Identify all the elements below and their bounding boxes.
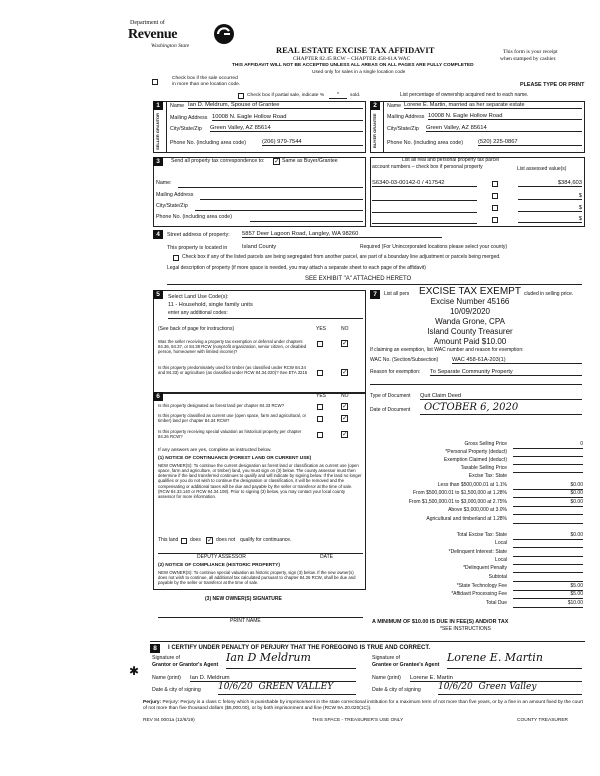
county-required-note: Required (For Unincorporated locations please select your county) [360,244,508,250]
q2-text: Is this property predominately used for timber (as classified under RCW 84.34 and 84.33) or agriculture (as classified under RCW 84.34.020)? See ETA 3215 [158,365,308,375]
grantor-print-name[interactable]: Ian D. Meldrum [190,675,356,682]
q5-no-checkbox[interactable]: ✓ [342,431,348,438]
notice-compliance-title: (2) NOTICE OF COMPLIANCE (HISTORIC PROPERTY) [158,563,280,568]
grantee-sig-label-2: Grantee or Grantee's Agent [372,662,440,668]
section-3-number: 3 [153,157,163,166]
grantor-date-city-label: Date & city of signing [152,687,201,693]
see-instructions-note: *SEE INSTRUCTIONS [440,626,491,632]
calc-row: *Affidavit Processing Fee $5.00 [451,591,583,597]
buyer-phone-label: Phone No. (including area code) [387,140,463,146]
corr-name-label: Name: [156,180,172,186]
grantee-print-label: Name (print) [372,675,401,681]
qualify-label: qualify for continuance. [240,537,292,543]
q3-yes-checkbox[interactable] [317,404,323,410]
buyer-name-label: Name [387,103,402,109]
reason-label: Reason for exemption: [370,369,421,375]
personal-property-checkbox-1[interactable] [492,181,498,187]
this-land-label: This land [158,537,179,543]
see-back-note: (See back of page for instructions) [158,326,235,332]
doc-date-field[interactable]: OCTOBER 6, 2020 [420,402,582,415]
perjury-notice: Perjury: Perjury: Perjury is a class C felony which is punishable by imprisonment in the state correctional institution for a maximum term of not more than five years, or by a fine in an amount fixed by the court of not more than five thousand dollars ($5,000.00), or by both imprisonment and fine (RCW 9A.20.020(1C)). [143,700,583,711]
excise-exempt-stamp: EXCISE TAX EXEMPT Excise Number 45166 10/09/2020 Wanda Grone, CPA Island County Treasurer Amount Paid $10.00 [419,286,521,346]
county-treasurer-label: COUNTY TREASURER [517,718,568,723]
calc-row: Local [355,541,583,548]
calc-row: Gross Selling Price 0 [464,441,583,447]
seller-city-field[interactable]: Green Valley, AZ 85614 [210,125,363,132]
q5-yes-checkbox[interactable] [317,432,323,438]
ownership-note: List percentage of ownership acquired next to each name. [400,92,529,98]
section-7-number: 7 [370,290,380,299]
grantor-date-city[interactable]: 10/6/20 GREEN VALLEY [218,682,356,695]
correspondence-label: Send all property tax correspondence to: [171,158,265,164]
does-label: does [190,537,201,543]
section-2-number: 2 [370,101,380,110]
notice-compliance-body: NEW OWNER(S): To continue special valuation as historic property, sign (3) below. If the new owner(s) does not wish to continue, all additional tax calculated pursuant to chapter 84.26 RCW, shall be due and payable by the seller or transferor at the time of sale. [158,570,356,586]
q1-text: Was the seller receiving a property tax exemption or deferral under chapters 84.36, 84.37, or 84.38 RCW (nonprofit organization, senior citizen, or disabled person, homeowner with limited income)? [158,339,307,354]
buyer-side-label: BUYER GRANTEE [372,113,377,149]
yes-header-2: YES [316,393,327,399]
yes-instructions: If any answers are yes, complete as instructed below. [158,448,272,453]
treasurer-space: THIS SPACE - TREASURER'S USE ONLY [312,718,404,723]
parcels-header: List all real and personal property tax parcel [402,157,499,163]
exemption-note: If claiming an exemption, list WAC number and reason for exemption: [370,347,524,353]
location-note: Used only for sales in a single location code [312,70,406,75]
section-5-number: 5 [153,290,163,299]
partial-sale-label: Check box if partial sale, indicate % [247,93,325,98]
seller-phone-label: Phone No. (including area code) [170,140,246,146]
dept-name: Revenue [128,27,178,42]
assessed-value-1[interactable]: $384,603 [518,180,582,187]
signature-marker-icon: ✱ [129,664,140,678]
assessed-value-4[interactable]: $ [518,216,582,223]
q3-no-checkbox[interactable]: ✓ [342,403,348,410]
personal-property-checkbox-4[interactable] [492,217,498,223]
wac-field[interactable]: WAC 458-61A-203(1) [452,357,582,364]
grantor-sig-label: Signature of [152,655,180,661]
print-name-label: PRINT NAME [230,618,261,624]
q1-no-checkbox[interactable]: ✓ [342,340,348,347]
legal-desc-label: Legal description of property (if more space is needed, you may attach a separate sheet to each page of the affidavit) [167,265,426,271]
county-field[interactable]: Island County [242,244,277,250]
notice-continuance-title: (1) NOTICE OF CONTINUANCE (FOREST LAND OR CURRENT USE) [158,456,312,461]
section-1-number: 1 [153,101,163,110]
q2-no-checkbox[interactable]: ✓ [342,369,348,376]
land-use-field[interactable]: 11 - Household, single family units [168,302,253,308]
q1-yes-checkbox[interactable] [317,341,323,347]
dept-line: Department of [130,20,165,26]
section-4-number: 4 [153,230,163,239]
street-address-label: Street address of property: [167,232,230,238]
form-title: REAL ESTATE EXCISE TAX AFFIDAVIT [276,45,435,55]
corr-city-label: City/State/Zip [156,203,188,209]
calc-row: Total Due $10.00 [485,600,583,606]
county-label: This property is located in [167,245,228,251]
no-header: NO [341,326,349,332]
grantee-sig-label: Signature of [372,655,400,661]
multi-location-label-2: in more than one location code. [172,82,241,87]
calc-row: Subtotal [355,575,583,582]
minimum-fee-note: A MINIMUM OF $10.00 IS DUE IN FEE(S) AND/OR TAX [372,619,509,625]
seller-mailing-label: Mailing Address [170,115,208,121]
seller-name-label: Name [170,103,185,109]
partial-sale-suffix: sold. [350,93,361,98]
calc-row: Exemption Claimed (deduct) [355,458,583,465]
calc-row: From $1,500,000.01 to $3,000,000 at 2.75% $0.00 [408,499,583,505]
form-warning: THIS AFFIDAVIT WILL NOT BE ACCEPTED UNLESS ALL AREAS ON ALL PAGES ARE FULLY COMPLETED [232,63,474,68]
form-chapter: CHAPTER 82.45 RCW – CHAPTER 458-61A WAC [293,56,411,62]
same-as-buyer-checkbox[interactable]: ✓ [274,158,280,165]
section-8-number: 8 [150,644,160,653]
doc-date-label: Date of Document [370,407,411,413]
no-header-2: NO [341,393,349,399]
corr-mailing-label: Mailing Address [156,192,194,198]
deputy-assessor-label: DEPUTY ASSESSOR [197,554,246,560]
q4-yes-checkbox[interactable] [317,416,323,422]
grantee-signature[interactable]: Lorene E. Martin [447,652,582,669]
multi-location-label: Check box if the sale occurred [172,76,238,81]
seller-name-field[interactable]: Ian D. Meldrum, Spouse of Grantee [188,102,363,109]
seller-phone-field[interactable]: (206) 979-7544 [262,139,363,146]
buyer-city-label: City/State/Zip [387,126,419,132]
calc-row: Total Excise Tax: State $0.00 [456,532,583,538]
calc-row: Above $3,000,000 at 3.0% [355,508,583,515]
receipt-note-2: when stamped by cashier. [500,56,557,62]
certify-statement: I CERTIFY UNDER PENALTY OF PERJURY THAT THE FOREGOING IS TRUE AND CORRECT. [168,645,431,651]
new-owner-signature-label: (3) NEW OWNER(S) SIGNATURE [205,596,282,602]
seller-side-label: SELLER GRANTOR [155,112,160,150]
assessed-value-3[interactable]: $ [518,205,582,212]
additional-codes-label: enter any additional codes: [168,310,228,316]
legal-desc-field[interactable]: SEE EXHIBIT "A" ATTACHED HERETO [305,276,412,282]
parcels-header-2: account numbers – check box if personal property [372,164,483,170]
does-checkbox[interactable] [181,538,187,544]
seller-city-label: City/State/Zip [170,126,202,132]
q3-text: Is this property designated as forest land per chapter 84.33 RCW? [158,403,285,408]
form-number: REV 84 0001a (12/6/19) [143,718,195,723]
personal-property-list-label: List all pers [384,291,410,297]
buyer-mailing-label: Mailing Address [387,114,425,120]
grantee-date-city[interactable]: 10/6/20 Green Valley [438,682,582,695]
grantor-sig-label-2: Grantor or Grantor's Agent [152,662,219,668]
notice-continuance-body: NEW OWNER(S): To continue the current designation as forest land or classification as current use (open space, farm and agriculture, or timber) land, you must sign on (3) below. The county assessor must then determine if the land transferred continues to qualify and will indicate by signing below. If the land no longer qualifies or you do not wish to continue the designation or classification, it will be removed and the compensating or additional taxes will be due and payable by the seller or transferor at the time of sale. (RCW 84.33.140 or RCW 84.34.108). Prior to signing (3) below, you may contact your local county assessor for more information. [158,463,362,499]
partial-sale-pct[interactable]: * [329,93,347,99]
q5-text: Is this property receiving special valuation as historical property per chapter 84.26 RCW? [158,429,302,439]
q2-yes-checkbox[interactable] [317,370,323,376]
receipt-note: This form is your receipt [503,49,558,55]
assessed-header: List assessed value(s) [517,166,567,172]
reason-field[interactable]: To Separate Community Property [430,369,582,376]
assessed-value-2[interactable]: $ [518,193,582,200]
buyer-name-field[interactable]: Lorene E. Martin, married as her separate estate [404,102,582,109]
buyer-mailing-field[interactable]: 10008 N. Eagle Hollow Road [428,113,582,120]
calc-row: Less than $500,000.01 at 1.1% $0.00 [437,482,583,488]
personal-property-checkbox-3[interactable] [492,205,498,211]
seller-mailing-field[interactable]: 10008 N. Eagle Hollow Road [212,114,363,121]
does-not-label: does not [216,537,236,543]
assessor-date-label: DATE [320,554,333,560]
section-6-number: 6 [153,392,163,401]
grantor-signature[interactable]: Ian D Meldrum [226,652,356,669]
same-as-buyer-label: Same as Buyer/Grantee [282,158,338,164]
street-address-field[interactable]: 5857 Deer Lagoon Road, Langley, WA 98260 [242,231,442,238]
grantee-date-city-label: Date & city of signing [372,687,421,693]
type-or-print: PLEASE TYPE OR PRINT [520,82,585,88]
grantee-print-name[interactable]: Lorene E. Martin [410,675,582,682]
land-use-label: Select Land Use Code(s): [168,294,229,300]
calc-row: Excise Tax: State [468,473,507,479]
segregation-checkbox[interactable] [173,255,179,261]
buyer-city-field[interactable]: Green Valley, AZ 85614 [426,125,582,132]
multi-location-checkbox[interactable] [152,79,158,85]
q4-no-checkbox[interactable]: ✓ [342,415,348,422]
corr-phone-label: Phone No. (including area code) [156,214,232,220]
calc-row: *State Technology Fee $5.00 [456,583,583,589]
calc-row: *Delinquent Interest: State [355,550,583,557]
personal-property-checkbox-2[interactable] [492,193,498,199]
buyer-phone-field[interactable]: (520) 225-0867 [478,139,582,146]
dor-logo-icon [212,22,236,46]
does-not-checkbox[interactable]: ✓ [207,537,213,544]
yes-header: YES [316,326,327,332]
dept-state: Washington State [151,43,190,49]
grantor-print-label: Name (print) [152,675,181,681]
calc-row: Taxable Selling Price [355,466,583,473]
section-5 [153,290,366,590]
doc-type-label: Type of Document [370,393,411,399]
wac-label: WAC No. (Section/Subsection) [370,357,439,363]
doc-type-field[interactable]: Quit Claim Deed [420,393,582,400]
parcel-number-1[interactable]: S6340-03-00142-0 / 417542 [372,180,477,187]
personal-property-list-suffix: cluded in selling price. [524,291,574,297]
q4-text: Is this property classified as current use (open space, farm and agricultural, or timber) land per chapter 84.34 RCW? [158,413,307,423]
calc-row: From $500,000.01 to $1,500,000 at 1.28% $0.00 [413,490,583,496]
calc-row: Local [355,558,583,565]
partial-sale-checkbox[interactable] [238,93,244,99]
segregation-label: Check box if any of the listed parcels are being segregated from another parcel, are part of a boundary line adjustment or parcels being merged. [182,254,501,260]
calc-row: Agricultural and timberland at 1.28% [355,517,583,524]
calc-row: *Delinquent Penalty [355,566,583,573]
calc-row: *Personal Property (deduct) [355,450,583,457]
